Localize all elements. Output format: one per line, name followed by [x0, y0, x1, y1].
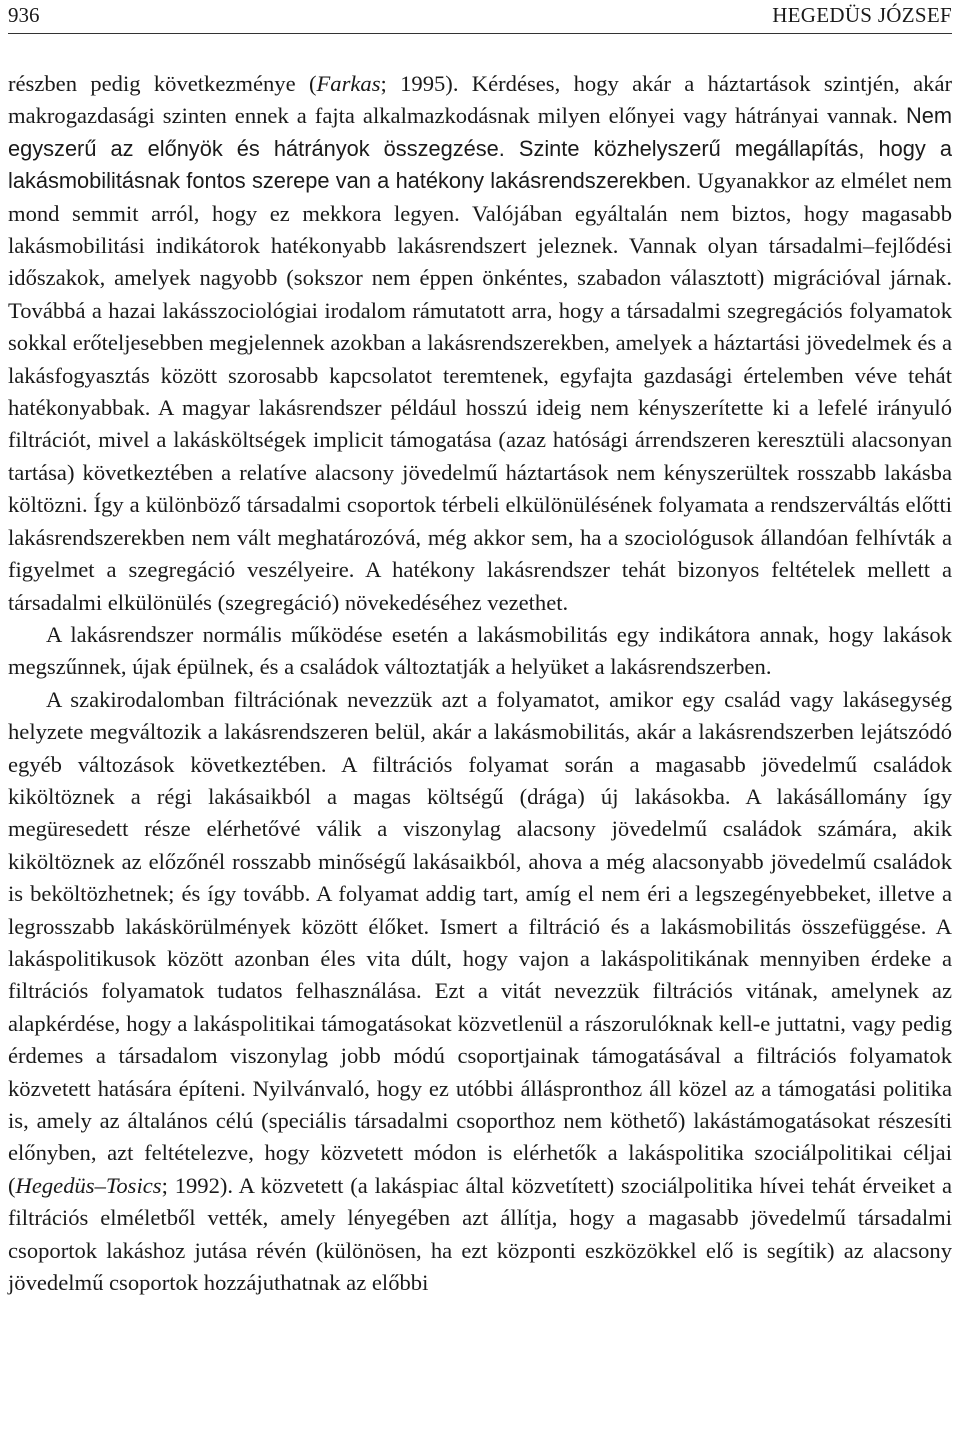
paragraph-3-text-b: ; 1992). A közvetett (a lakáspiac által közvetített) szociálpolitika hívei tehát érveiket a filtrációs elméletből vették, amely lényegében azt állítja, hogy a magasabb jövedelmű társadalmi csoportok lakáshoz jutása révén (különösen, ha ezt központi eszközökkel elő is segítik) az alacsony jövedelmű csoportok hozzájuthatnak az előbbi — [8, 1172, 952, 1296]
paragraph-1-text-c: Ugyanakkor az elmélet nem mond semmit arról, hogy ez mekkora legyen. Valójában egyáltalán nem biztos, hogy magasabb lakásmobilitási indikátorok hatékonyabb lakásrendszert jeleznek. Vannak olyan társadalmi–fejlődési időszakok, amelyek nagyobb (sokszor nem éppen önkéntes, szabadon választott) migrációval járnak. Továbbá a hazai lakásszociológiai irodalom rámutatott arra, hogy a társadalmi szegregációs folyamatok sokkal erőteljesebben megjelennek azokban a lakásrendszerekben, amelyek a háztartási jövedelmek és a lakásfogyasztás között szorosabb kapcsolatot teremtenek, egyfajta gazdasági értelemben véve tehát hatékonyabbak. A magyar lakásrendszer például hosszú ideig nem kényszerítette ki a lefelé irányuló filtrációt, mivel a lakásköltségek implicit támogatása (azaz hatósági árrendszeren keresztüli alacsonyan tartása) következtében a relatíve alacsony jövedelmű háztartások nem kényszerültek rosszabb lakásba költözni. Így a különböző társadalmi csoportok térbeli elkülönülésének folyamata a rendszerváltás előtti lakásrendszerekben nem vált meghatározóvá, még akkor sem, ha a szociológusok állandóan felhívták a figyelmet a szegregáció veszélyeire. A hatékony lakásrendszer tehát bizonyos feltételek mellett a társadalmi elkülönülés (szegregáció) növekedéséhez vezethet. — [8, 168, 953, 615]
paragraph-3-text-a: A szakirodalomban filtrációnak nevezzük azt a folyamatot, amikor egy család vagy lakásegység helyzete megváltozik a lakásrendszeren belül, akár a lakásmobilitás, akár a lakásrendszerben lejátszódó egyéb változások következtében. A filtrációs folyamat során a magasabb jövedelmű családok kiköltöznek a régi lakásaikból a magas költségű (drága) új lakásokba. A lakásállomány így megüresedett része elérhetővé válik a viszonylag alacsony jövedelmű családok számára, akik kiköltöznek az előzőnél rosszabb minőségű lakásaikból, ahova a még alacsonyabb jövedelmű családok is beköltözhetnek; és így tovább. A folyamat addig tart, amíg el nem éri a legszegényebbeket, illetve a legrosszabb lakáskörülmények között élőket. Ismert a filtráció és a lakásmobilitás összefüggése. A lakáspolitikusok között azonban éles vita dúlt, hogy vajon a lakáspolitikának mennyiben érdeke a filtrációs folyamatok tudatos felhasználása. Ezt a vitát nevezzük filtrációs vitának, amelynek az alapkérdése, hogy a lakáspolitikai támogatásokat közvetlenül a rászorulóknak kell-e juttatni, vagy pedig érdemes a társadalom viszonylag jobb módú csoportjainak támogatásával a filtrációs folyamatok közvetett hatására építeni. Nyilvánvaló, hogy ez utóbbi álláspronthoz áll közel az a támogatási politika is, amely az általános célú (speciális társadalmi csoporthoz nem köthető) lakástámogatásokat részesíti előnyben, azt feltételezve, hogy közvetett módon is elérhetők a lakáspolitika szociálpolitikai céljai ( — [8, 686, 952, 1198]
citation-farkas: Farkas — [316, 71, 381, 96]
paragraph-3 — [8, 684, 952, 1300]
running-head: HEGEDÜS JÓZSEF — [772, 3, 952, 27]
page-number: 936 — [8, 3, 40, 27]
paragraph-1-text-a: részben pedig következménye ( — [8, 71, 317, 96]
citation-hegedus-tosics: Hegedüs–Tosics — [15, 1172, 162, 1198]
paragraph-1 — [8, 68, 952, 619]
page-header — [8, 3, 952, 34]
paragraph-2: A lakásrendszer normális működése esetén a lakásmobilitás egy indikátora annak, hogy lakások megszűnnek, újak épülnek, és a családok változtatják a helyüket a lakásrendszerben. — [8, 621, 952, 680]
paragraph-1-text-b: ; 1995). Kérdéses, hogy akár a háztartások szintjén, akár makrogazdasági szinten ennek a fajta alkalmazkodásnak milyen előnyei vagy hátrányai vannak. — [8, 71, 952, 129]
paragraph-1-sans-text: Nem egyszerű az előnyök és hátrányok összegzése. Szinte közhelyszerű megállapítás, hogy a lakásmobilitásnak fontos szerepe van a hatékony lakásrendszerekben. — [8, 103, 952, 194]
body-text — [8, 68, 952, 1299]
